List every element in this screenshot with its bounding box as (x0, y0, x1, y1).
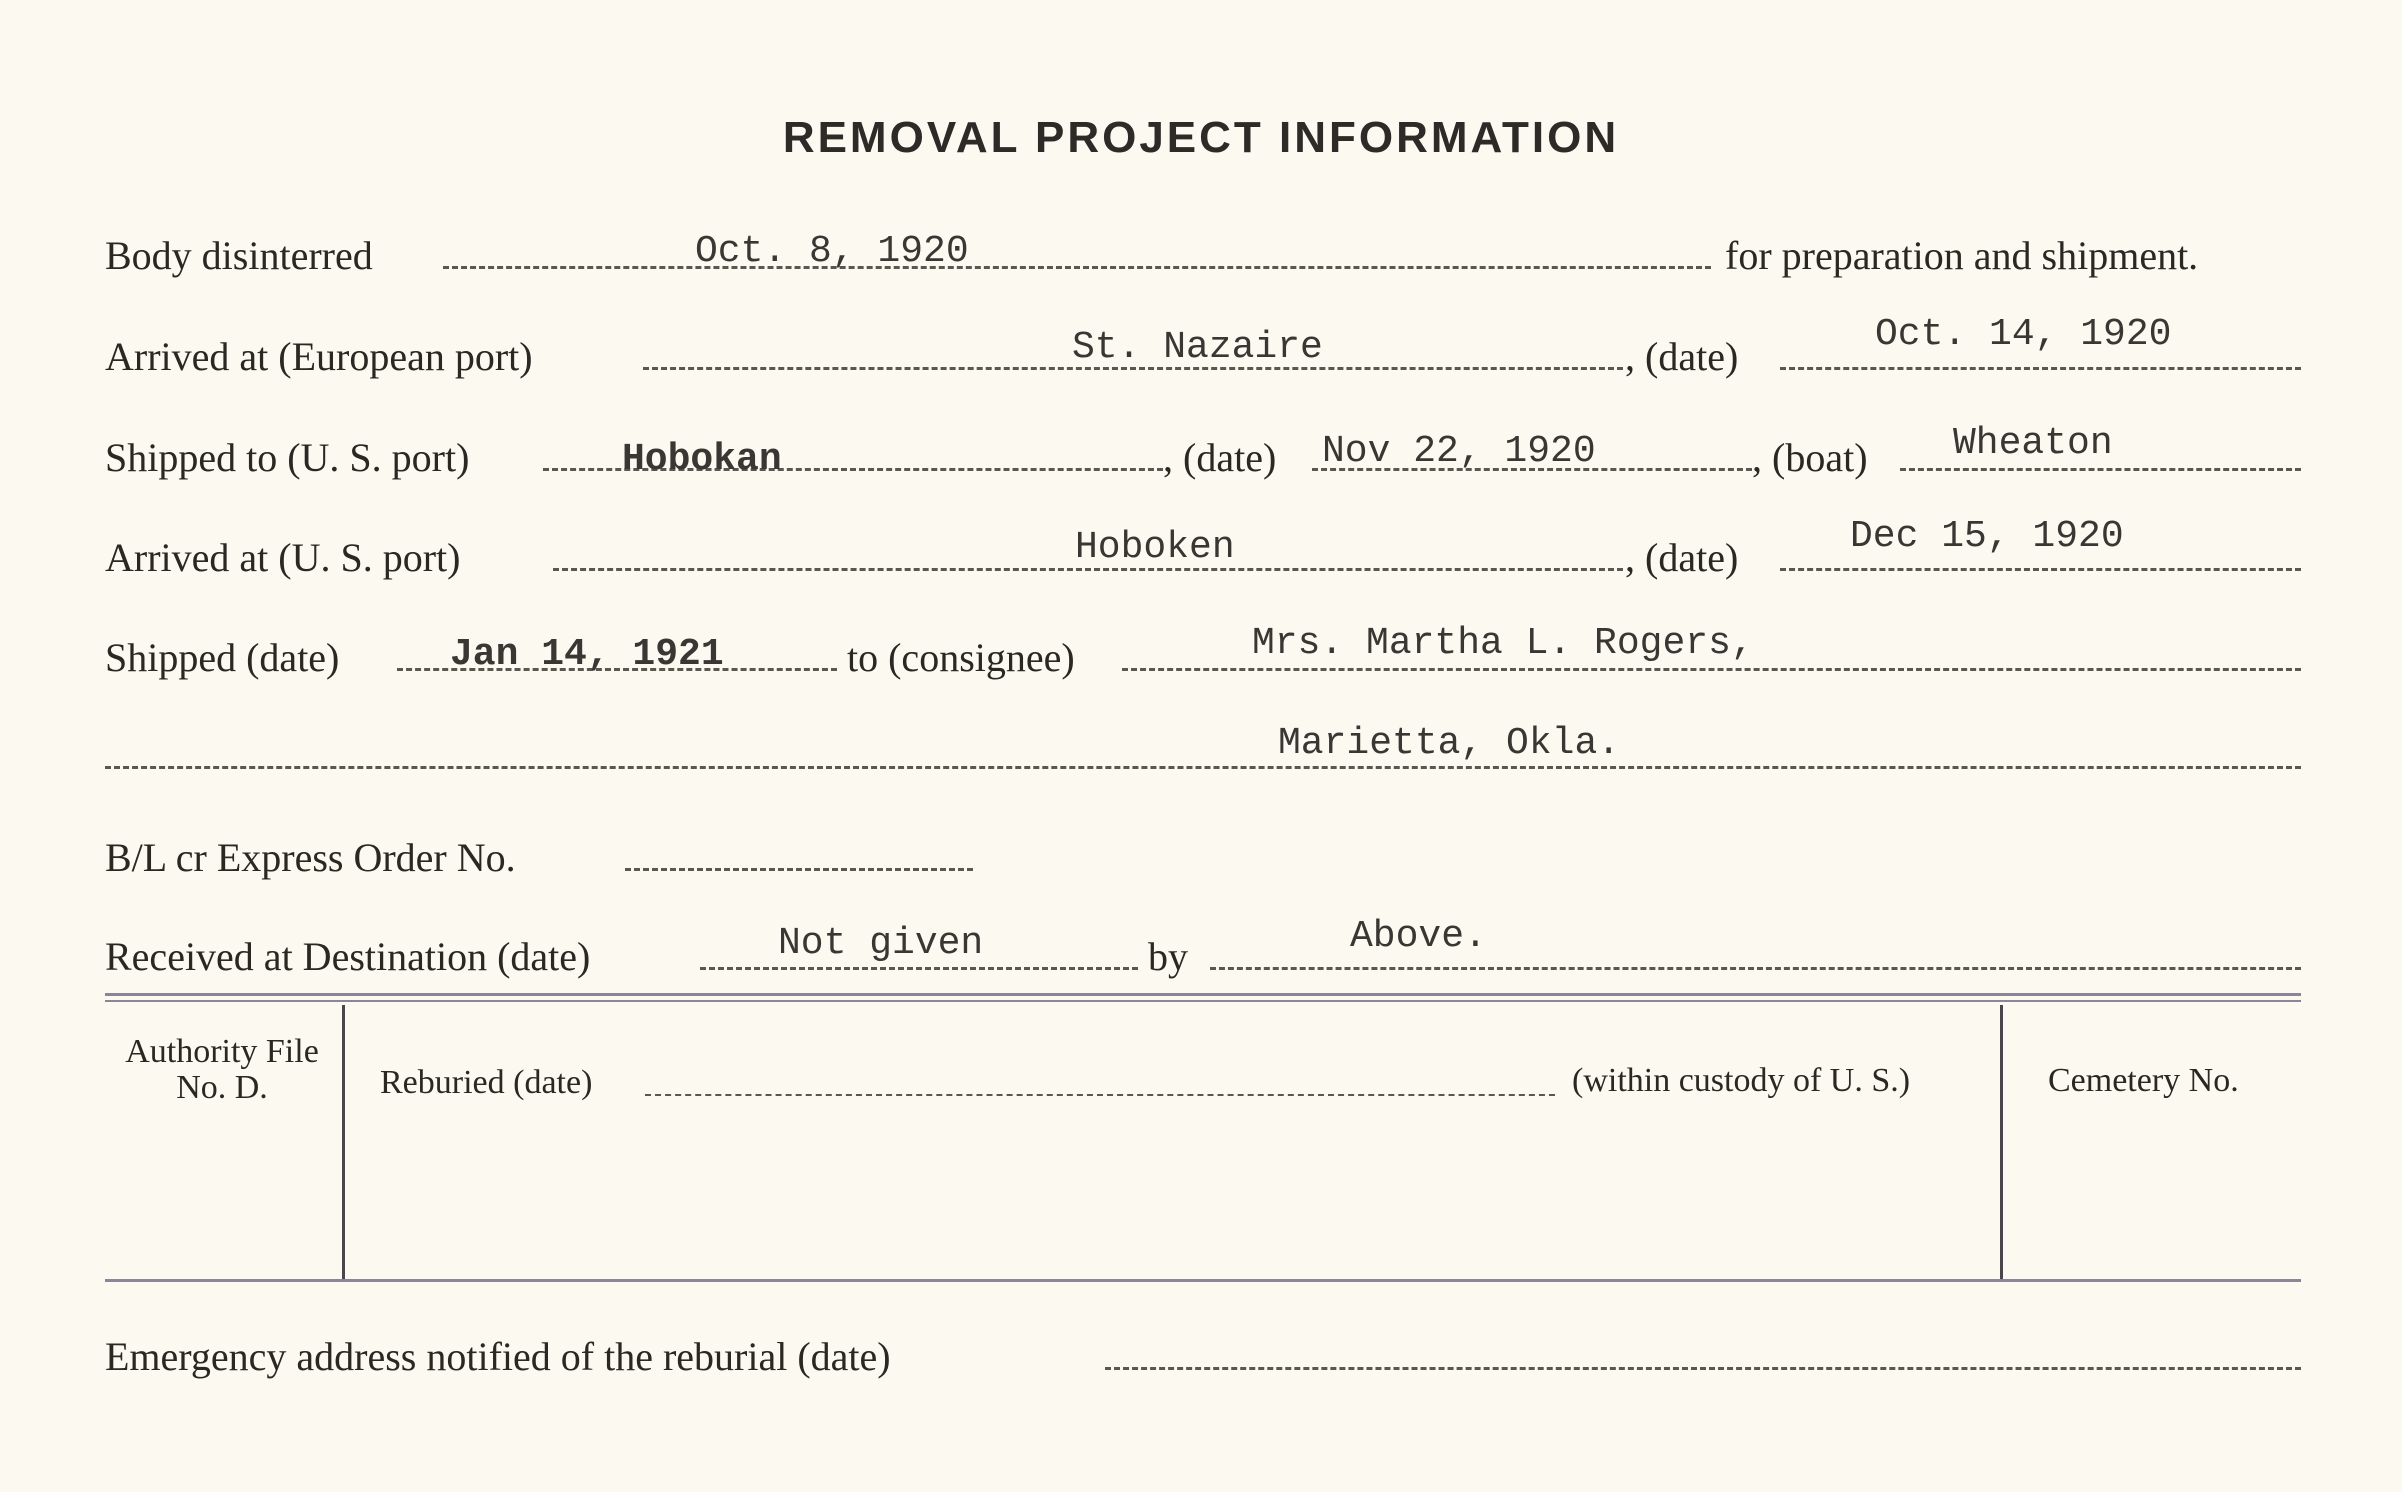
us-port-shipped-date-label: , (date) (1163, 435, 1277, 480)
address-line (105, 766, 2301, 769)
consignee-address-value: Marietta, Okla. (1278, 722, 1621, 765)
received-destination-label: Received at Destination (date) (105, 934, 591, 979)
bl-express-order-line (625, 868, 973, 871)
received-by-value: Above. (1350, 915, 1487, 958)
boat-line (1900, 468, 2301, 471)
reburied-date-line (645, 1094, 1555, 1096)
received-destination-value: Not given (778, 922, 984, 965)
us-port-arrived-date-line (1780, 568, 2301, 571)
consignee-value: Mrs. Martha L. Rogers, (1252, 622, 1754, 665)
us-port-shipped-label: Shipped to (U. S. port) (105, 435, 470, 480)
bl-express-order-label: B/L cr Express Order No. (105, 835, 516, 880)
authority-file-label: Authority File No. D. (125, 1033, 319, 1106)
us-port-arrived-date-value: Dec 15, 1920 (1850, 515, 2124, 558)
boat-label: , (boat) (1752, 435, 1868, 480)
box-divider-right (2000, 1005, 2003, 1279)
cemetery-no-label: Cemetery No. (2048, 1062, 2239, 1099)
reburied-date-label: Reburied (date) (380, 1064, 593, 1101)
consignee-label: to (consignee) (847, 635, 1075, 680)
european-port-date-label: , (date) (1625, 334, 1739, 379)
body-disinterred-line (443, 266, 1711, 269)
us-port-shipped-value: Hobokan (622, 438, 782, 481)
card-title: REMOVAL PROJECT INFORMATION (782, 113, 1620, 162)
us-port-arrived-label: Arrived at (U. S. port) (105, 535, 461, 580)
us-port-shipped-date-value: Nov 22, 1920 (1322, 430, 1596, 473)
boat-value: Wheaton (1953, 422, 2113, 465)
received-by-line (1210, 967, 2301, 970)
emergency-address-line (1105, 1367, 2301, 1370)
european-port-label: Arrived at (European port) (105, 334, 533, 379)
shipped-date-label: Shipped (date) (105, 635, 340, 680)
consignee-line (1122, 668, 2301, 671)
box-bottom-rule (105, 1279, 2301, 1282)
shipped-date-value: Jan 14, 1921 (450, 633, 724, 676)
custody-label: (within custody of U. S.) (1572, 1062, 1911, 1099)
european-port-date-value: Oct. 14, 1920 (1875, 313, 2172, 356)
box-top-rule-inner (105, 1000, 2301, 1002)
preparation-suffix: for preparation and shipment. (1725, 233, 2199, 278)
received-by-label: by (1148, 934, 1188, 979)
european-port-date-line (1780, 367, 2301, 370)
body-disinterred-label: Body disinterred (105, 233, 373, 278)
box-top-rule (105, 993, 2301, 996)
european-port-value: St. Nazaire (1072, 326, 1323, 369)
received-destination-line (700, 967, 1138, 970)
us-port-arrived-value: Hoboken (1075, 526, 1235, 569)
box-divider-left (342, 1005, 345, 1279)
us-port-arrived-date-label: , (date) (1625, 535, 1739, 580)
body-disinterred-value: Oct. 8, 1920 (695, 230, 969, 273)
emergency-address-label: Emergency address notified of the reburial (date) (105, 1334, 891, 1379)
